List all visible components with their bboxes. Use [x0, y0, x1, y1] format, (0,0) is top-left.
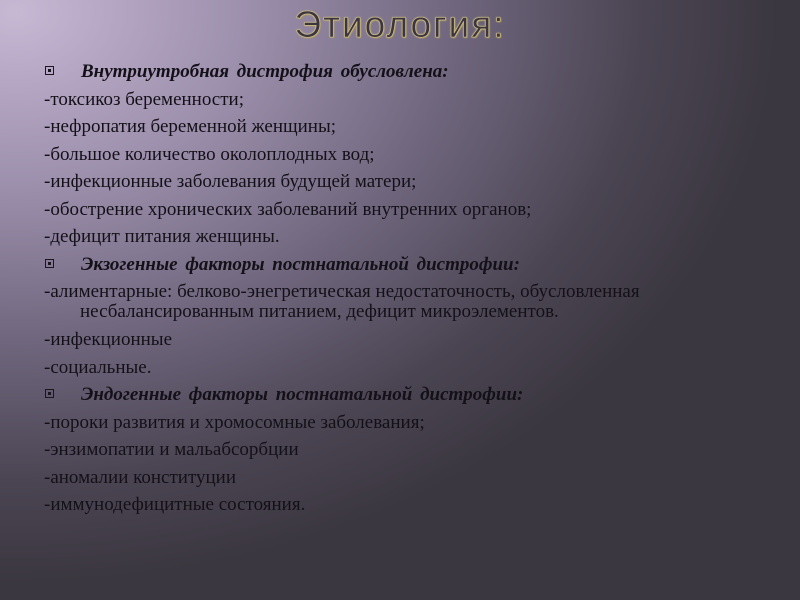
section-heading-text: Внутриутробная дистрофия обусловлена:	[81, 61, 449, 82]
section-heading-text: Экзогенные факторы постнатальной дистрофии:	[81, 253, 520, 275]
square-bullet-icon	[45, 389, 54, 398]
list-item: -нефропатия беременной женщины;	[44, 116, 337, 137]
list-item: -инфекционные	[44, 329, 173, 350]
section-heading	[44, 251, 784, 279]
slide-content	[44, 58, 784, 519]
list-item: -токсикоз беременности;	[44, 88, 244, 110]
section-heading-text: Эндогенные факторы постнатальной дистрофии:	[81, 384, 524, 405]
slide-title: Этиология:	[294, 4, 506, 45]
list-item: -энзимопатии и мальабсорбции	[44, 439, 299, 460]
list-item: -большое количество околоплодных вод;	[44, 143, 375, 165]
list-item: -обострение хронических заболеваний внутренних органов;	[44, 198, 532, 220]
list-item: -аномалии конституции	[44, 466, 237, 488]
list-item: -алиментарные: белково-энегретическая недостаточность, обусловленная несбалансированным питанием, дефицит микроэлементов.	[44, 281, 640, 322]
square-bullet-icon	[45, 259, 54, 268]
list-item: -инфекционные заболевания будущей матери;	[44, 171, 417, 192]
section-heading	[44, 381, 784, 409]
section-heading	[44, 58, 784, 86]
list-item: -дефицит питания женщины.	[44, 226, 280, 247]
list-item: -иммунодефицитные состояния.	[44, 494, 306, 515]
list-item: -социальные.	[44, 356, 152, 378]
list-item: -пороки развития и хромосомные заболевания;	[44, 411, 425, 433]
square-bullet-icon	[45, 66, 54, 75]
